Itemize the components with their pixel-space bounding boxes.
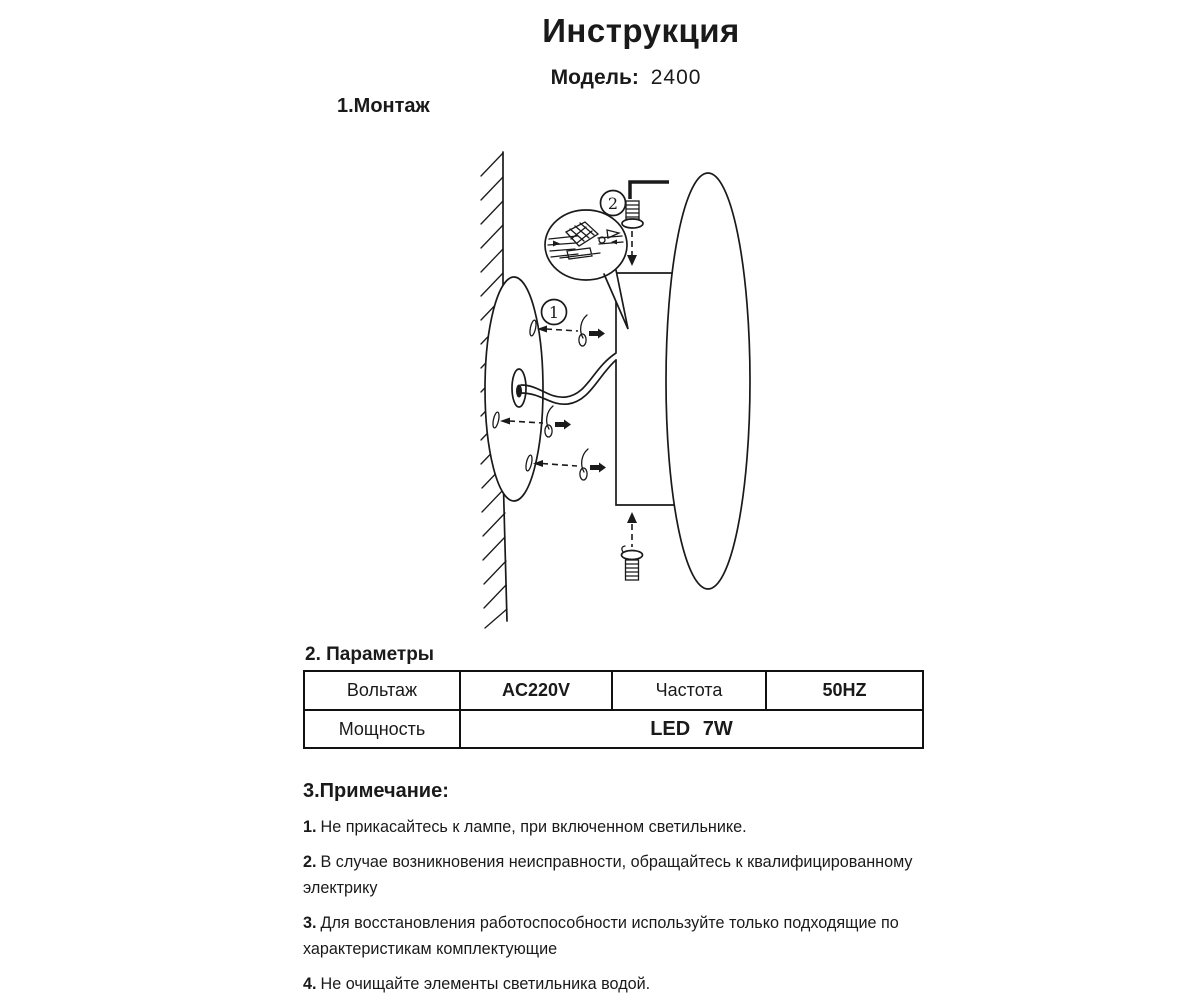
note-item [303, 814, 921, 840]
table-cell-voltage-value: AC220V [459, 672, 611, 709]
note-text: Для восстановления работоспособности используйте только подходящие по характеристикам комплектующие [303, 914, 899, 958]
callout-1-label: 1 [548, 303, 560, 322]
insert-arrow-down [627, 231, 637, 266]
model-value: 2400 [650, 66, 702, 89]
callout-1 [542, 300, 567, 325]
note-item [303, 971, 921, 997]
lamp-canopy [666, 173, 750, 589]
table-cell-power-value: LED 7W [459, 709, 922, 747]
screw-icon [545, 406, 571, 437]
page-title: Инструкция [542, 12, 740, 49]
note-number: 1. [303, 818, 317, 836]
section-notes-heading: 3.Примечание: [303, 780, 449, 802]
table-cell-power-label: Мощность [305, 709, 459, 747]
notes-list [303, 814, 921, 1006]
note-number: 2. [303, 853, 317, 871]
mounting-diagram [450, 140, 790, 640]
spring-screw-bottom-icon [622, 546, 643, 580]
model-line [551, 66, 702, 90]
screw-icon [579, 315, 605, 346]
bracket-line [630, 182, 669, 199]
section-parameters-heading: 2. Параметры [305, 644, 435, 665]
section-montage-heading: 1.Монтаж [337, 95, 430, 117]
table-cell-voltage-label: Вольтаж [346, 680, 418, 700]
note-item [303, 910, 921, 962]
note-number: 4. [303, 975, 317, 993]
parameters-table [303, 670, 924, 749]
mounting-plate [485, 277, 543, 501]
insert-arrow-up [627, 512, 637, 547]
table-cell-frequency-label: Частота [611, 672, 765, 709]
note-text: Не очищайте элементы светильника водой. [320, 975, 651, 993]
note-item [303, 849, 921, 901]
table-cell-frequency-value: 50HZ [765, 672, 922, 709]
model-label: Модель: [550, 66, 639, 89]
note-text: В случае возникновения неисправности, обращайтесь к квалифицированному электрику [303, 853, 913, 897]
callout-2 [601, 191, 626, 216]
note-text: Не прикасайтесь к лампе, при включенном светильнике. [320, 818, 747, 836]
callout-2-label: 2 [607, 194, 619, 213]
note-number: 3. [303, 914, 317, 932]
screw-icon [580, 449, 606, 480]
